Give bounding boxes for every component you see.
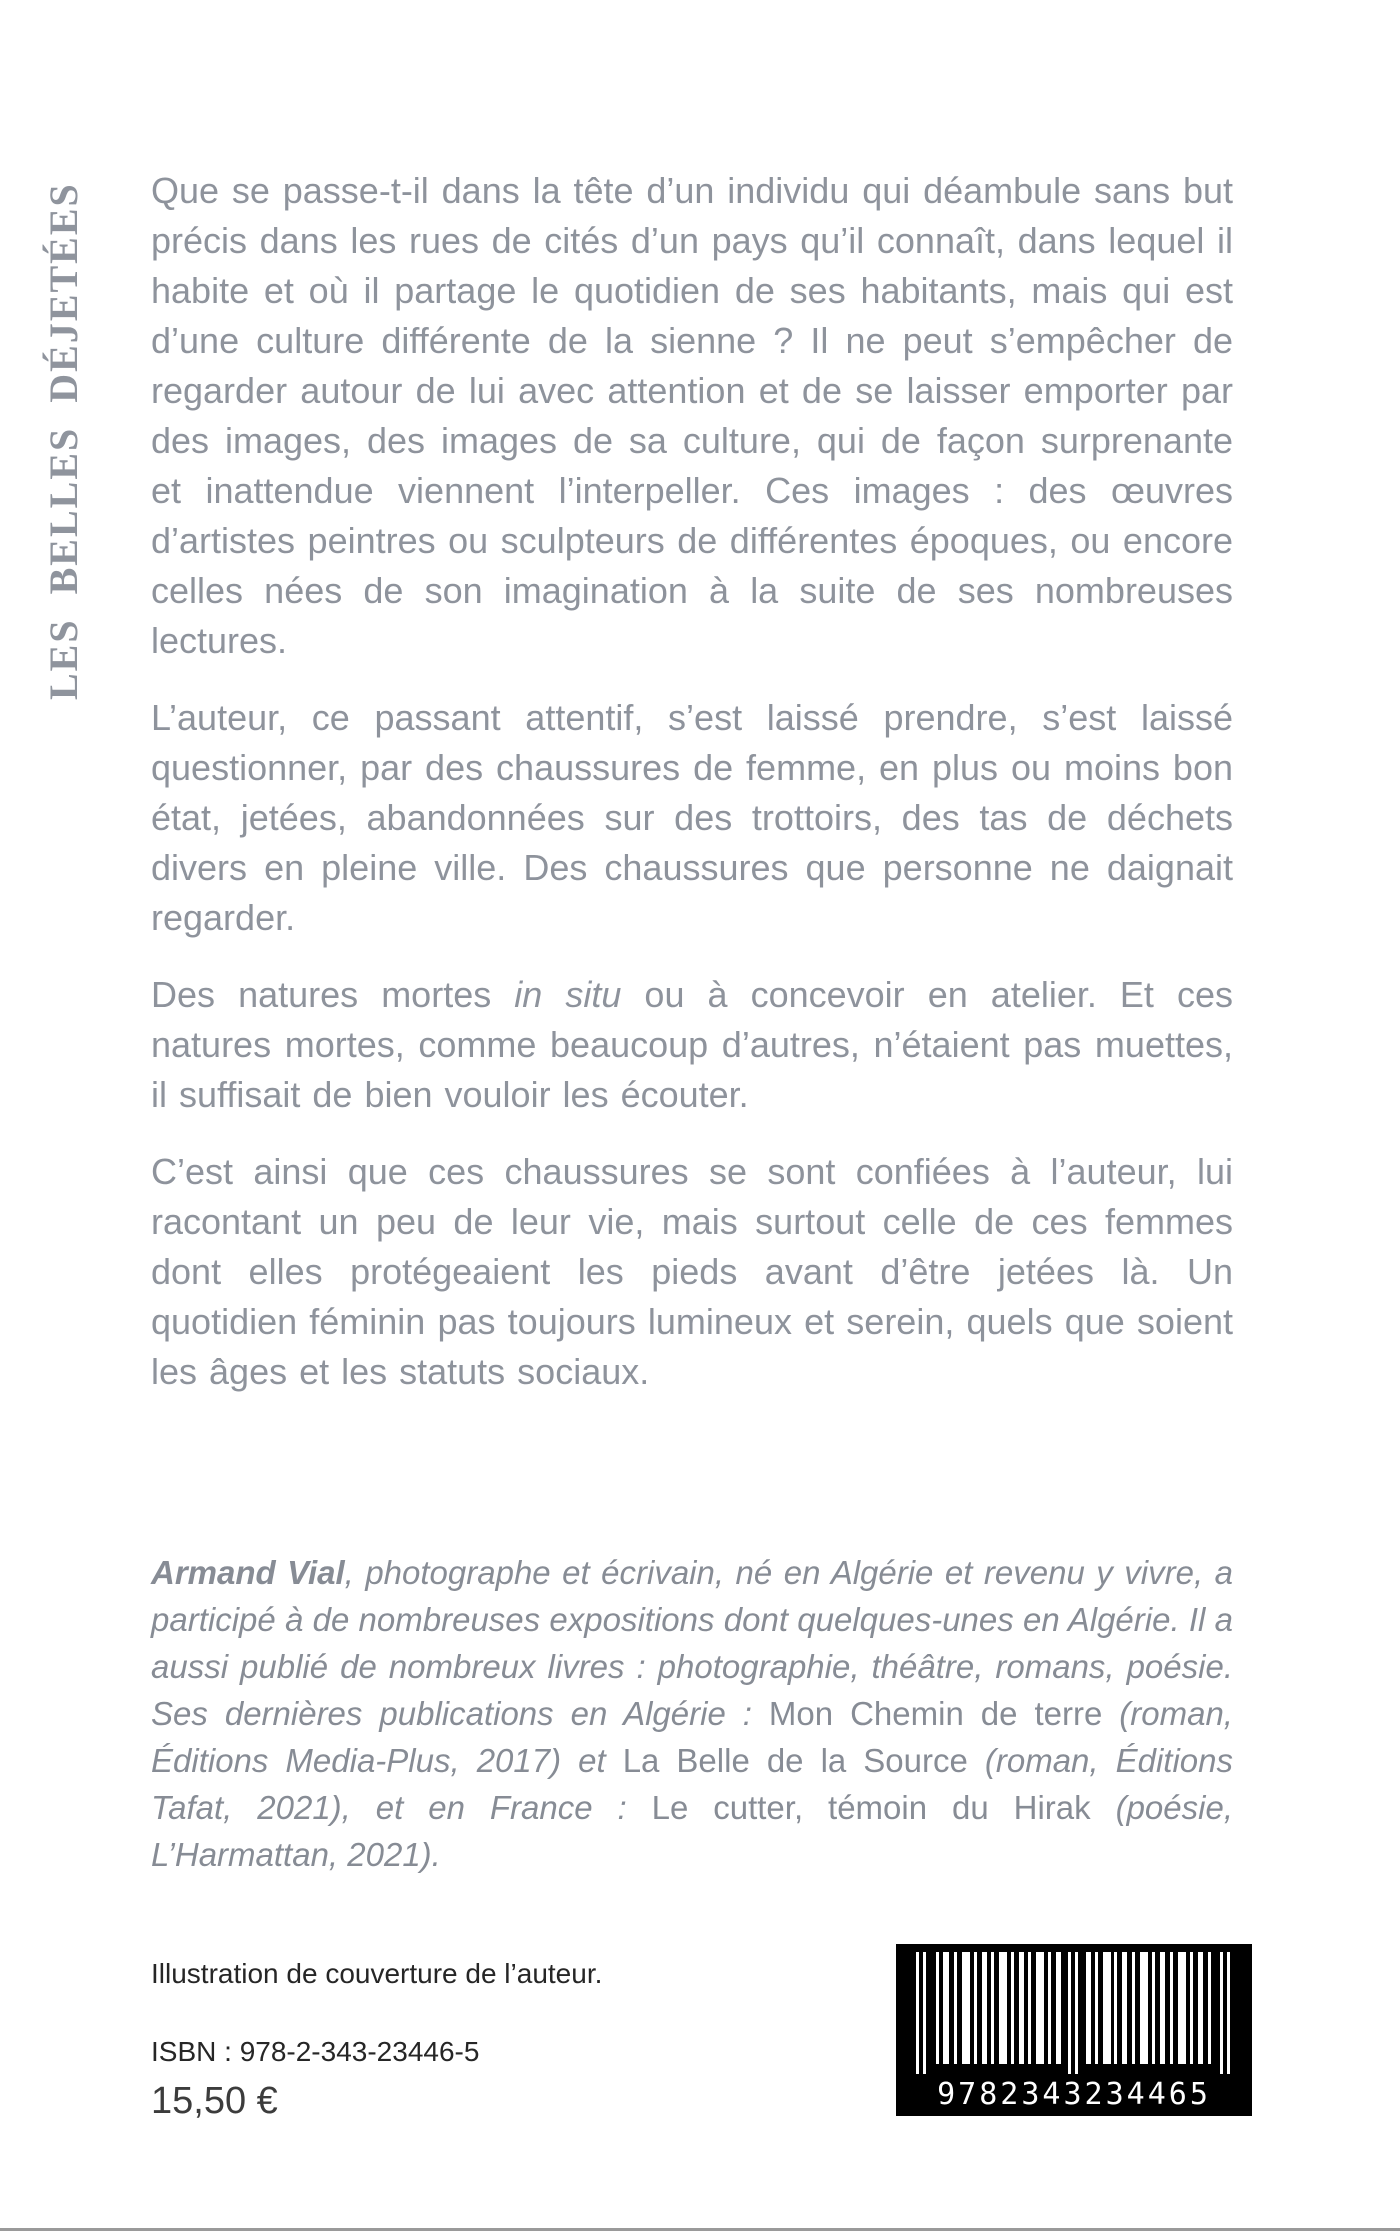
isbn-text: ISBN : 978-2-343-23446-5 <box>151 2036 480 2067</box>
paragraph-1: Que se passe-t-il dans la tête d’un individu qui déambule sans but précis dans les rues de cités d’un pays qu’il connaît, dans lequel il habite et où il partage le quotidien de ses habitants, mais qui est d’une culture différente de la sienne ? Il ne peut s’empêcher de regarder autour de lui avec attention et de se laisser emporter par des images, des images de sa culture, qui de façon surprenante et inattendue viennent l’interpeller. Ces images : des œuvres d’artistes peintres ou sculpteurs de différentes époques, ou encore celles nées de son imagination à la suite de ses nombreuses lectures. <box>151 170 1233 661</box>
back-cover-text <box>151 166 1233 1878</box>
paragraph-3-italic-phrase: in situ <box>514 974 622 1015</box>
book-title-1: Mon Chemin de terre <box>768 1695 1103 1732</box>
bio-text-4: (poésie, L’Harmattan, 2021). <box>151 1789 1233 1873</box>
paragraph-4: C’est ainsi que ces chaussures se sont confiées à l’auteur, lui racontant un peu de leur vie, mais surtout celle de ces femmes dont elles protégeaient les pieds avant d’être jetées là. Un quotidien féminin pas toujours lumineux et serein, quels que soient les âges et les statuts sociaux. <box>151 1151 1233 1392</box>
paragraph-3-text: Des natures mortes <box>151 974 515 1015</box>
author-bio <box>151 1549 1233 1878</box>
barcode-digits: 9782343234465 <box>937 2077 1211 2112</box>
book-title-2: La Belle de la Source <box>622 1742 968 1779</box>
price-text: 15,50 € <box>151 2080 278 2122</box>
barcode <box>896 1944 1252 2116</box>
bio-text-1: , photographe et écrivain, né en Algérie et revenu y vivre, a participé à de nombreuses expositions dont quelques-unes en Algérie. Il a aussi publié de nombreux livres : photographie, théâtre, romans, poésie. Ses dernières publications en Algérie : <box>151 1554 1233 1732</box>
paragraph-3 <box>151 970 1233 1120</box>
author-name: Armand Vial <box>151 1554 345 1591</box>
illustration-credit: Illustration de couverture de l’auteur. <box>151 1958 603 1989</box>
paragraph-3-text-continued: ou à concevoir en atelier. Et ces natures mortes, comme beaucoup d’autres, n’étaient pas muettes, il suffisait de bien vouloir les écouter. <box>151 974 1234 1115</box>
book-title-3: Le cutter, témoin du Hirak <box>651 1789 1091 1826</box>
bio-text-3: (roman, Éditions Tafat, 2021), et en France : <box>151 1742 1233 1826</box>
bio-text-2: (roman, Éditions Media-Plus, 2017) et <box>151 1695 1233 1779</box>
spine-title: LES BELLES DÉJETÉES <box>41 182 86 700</box>
paragraph-2: L’auteur, ce passant attentif, s’est laissé prendre, s’est laissé questionner, par des chaussures de femme, en plus ou moins bon état, jetées, abandonnées sur des trottoirs, des tas de déchets divers en pleine ville. Des chaussures que personne ne daignait regarder. <box>151 697 1233 938</box>
